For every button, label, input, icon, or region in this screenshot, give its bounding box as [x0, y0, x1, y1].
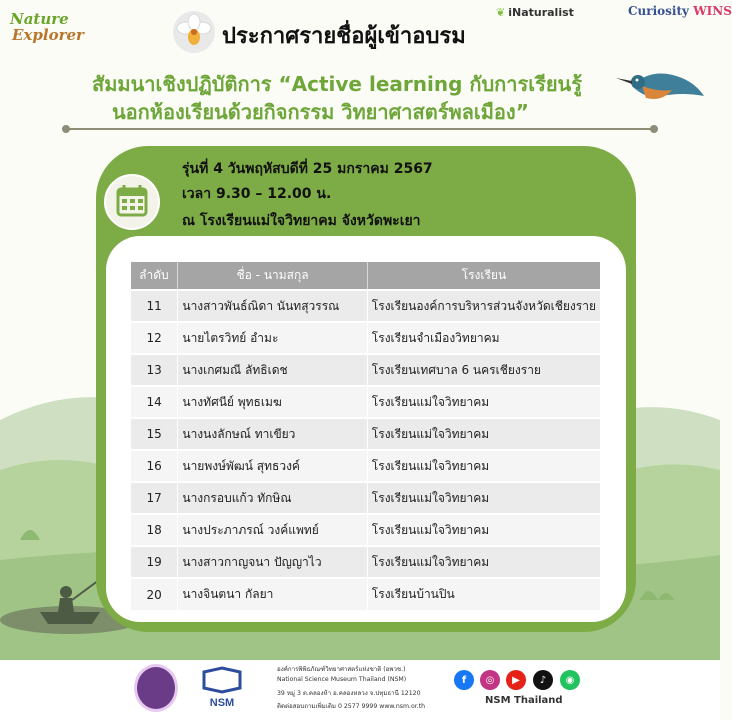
nsm-logo-text: NSM — [209, 697, 235, 709]
school-name: โรงเรียนองค์การบริหารส่วนจังหวัดเชียงราย — [367, 290, 600, 322]
inaturalist-logo — [496, 6, 574, 19]
nature-explorer-logo — [6, 8, 90, 46]
page-title: ประกาศรายชื่อผู้เข้าอบรม — [222, 24, 466, 49]
participant-name: นางสาวกาญจนา ปัญญาไว — [178, 546, 367, 578]
ministry-seal-logo — [134, 664, 178, 712]
column-header-order: ลำดับ — [131, 262, 178, 290]
session-venue: ณ โรงเรียนแม่ใจวิทยาคม จังหวัดพะเยา — [182, 213, 421, 229]
participant-name: นางสาวพันธ์ณิดา นันทสุวรรณ — [178, 290, 367, 322]
tiktok-icon[interactable]: ♪ — [533, 670, 553, 690]
orchid-icon — [172, 10, 216, 54]
participant-name: นางเกศมณี ลัทธิเดช — [178, 354, 367, 386]
org-name-english: National Science Museum Thailand (NSM) — [277, 676, 407, 683]
logo-text-explorer: Explorer — [12, 26, 84, 44]
school-name: โรงเรียนแม่ใจวิทยาคม — [367, 514, 600, 546]
participant-name: นางกรอบแก้ว ทักษิณ — [178, 482, 367, 514]
table-header-row — [131, 262, 601, 290]
line-icon[interactable]: ◉ — [560, 670, 580, 690]
row-number: 19 — [131, 546, 178, 578]
row-number: 15 — [131, 418, 178, 450]
row-number: 11 — [131, 290, 178, 322]
nsm-thailand-label: NSM Thailand — [485, 695, 563, 706]
table-row — [131, 546, 601, 578]
table-row — [131, 450, 601, 482]
subtitle-line-1: สัมมนาเชิงปฏิบัติการ “Active learning กับการเรียนรู้ — [92, 72, 582, 96]
school-name: โรงเรียนเทศบาล 6 นครเชียงราย — [367, 354, 600, 386]
column-header-school: โรงเรียน — [367, 262, 600, 290]
row-number: 16 — [131, 450, 178, 482]
table-row — [131, 514, 601, 546]
row-number: 13 — [131, 354, 178, 386]
org-contact: ติดต่อสอบถามเพิ่มเติม 0 2577 9999 www.nsm.or.th — [277, 703, 426, 710]
table-row — [131, 322, 601, 354]
row-number: 20 — [131, 578, 178, 610]
wins-label: WINS — [693, 4, 732, 18]
school-name: โรงเรียนแม่ใจวิทยาคม — [367, 386, 600, 418]
school-name: โรงเรียนแม่ใจวิทยาคม — [367, 418, 600, 450]
school-name: โรงเรียนแม่ใจวิทยาคม — [367, 450, 600, 482]
table-row — [131, 418, 601, 450]
session-date: รุ่นที่ 4 วันพฤหัสบดีที่ 25 มกราคม 2567 — [182, 161, 433, 177]
school-name: โรงเรียนบ้านปิน — [367, 578, 600, 610]
participant-name: นางประภาภรณ์ วงค์แพทย์ — [178, 514, 367, 546]
row-number: 12 — [131, 322, 178, 354]
participant-name: นายไตรวิทย์ อำมะ — [178, 322, 367, 354]
school-name: โรงเรียนแม่ใจวิทยาคม — [367, 546, 600, 578]
participant-name: นางจินตนา กัลยา — [178, 578, 367, 610]
row-number: 17 — [131, 482, 178, 514]
participant-name: นางนงลักษณ์ ทาเขียว — [178, 418, 367, 450]
school-name: โรงเรียนจำเมืองวิทยาคม — [367, 322, 600, 354]
calendar-icon — [106, 176, 158, 228]
instagram-icon[interactable]: ◎ — [480, 670, 500, 690]
inaturalist-label: iNaturalist — [508, 6, 574, 19]
org-address: 39 หมู่ 3 ต.คลองห้า อ.คลองหลวง จ.ปทุมธานี 12120 — [277, 690, 421, 697]
participant-name: นายพงษ์พัฒน์ สุทธวงค์ — [178, 450, 367, 482]
row-number: 14 — [131, 386, 178, 418]
column-header-name: ชื่อ - นามสกุล — [178, 262, 367, 290]
org-name-thai: องค์การพิพิธภัณฑ์วิทยาศาสตร์แห่งชาติ (อพวช.) — [277, 666, 406, 673]
curiosity-label: Curiosity — [628, 4, 689, 18]
participant-name: นางทัศนีย์ พุทธเมฆ — [178, 386, 367, 418]
row-number: 18 — [131, 514, 178, 546]
leaf-icon: ❦ — [496, 6, 506, 19]
logo-text-nature: Nature — [10, 10, 69, 28]
nsm-logo — [198, 666, 246, 710]
subtitle-line-2: นอกห้องเรียนด้วยกิจกรรม วิทยาศาสตร์พลเมือง” — [112, 100, 529, 124]
table-row — [131, 578, 601, 610]
calendar-badge — [104, 174, 160, 230]
participant-table — [130, 262, 600, 610]
facebook-icon[interactable]: f — [454, 670, 474, 690]
school-name: โรงเรียนแม่ใจวิทยาคม — [367, 482, 600, 514]
table-row — [131, 354, 601, 386]
session-time: เวลา 9.30 – 12.00 น. — [182, 186, 332, 202]
curiosity-wins-logo — [628, 4, 732, 18]
table-row — [131, 386, 601, 418]
table-row — [131, 482, 601, 514]
header-divider — [64, 128, 656, 130]
youtube-icon[interactable]: ▶ — [506, 670, 526, 690]
table-row — [131, 290, 601, 322]
kingfisher-icon — [612, 56, 708, 112]
